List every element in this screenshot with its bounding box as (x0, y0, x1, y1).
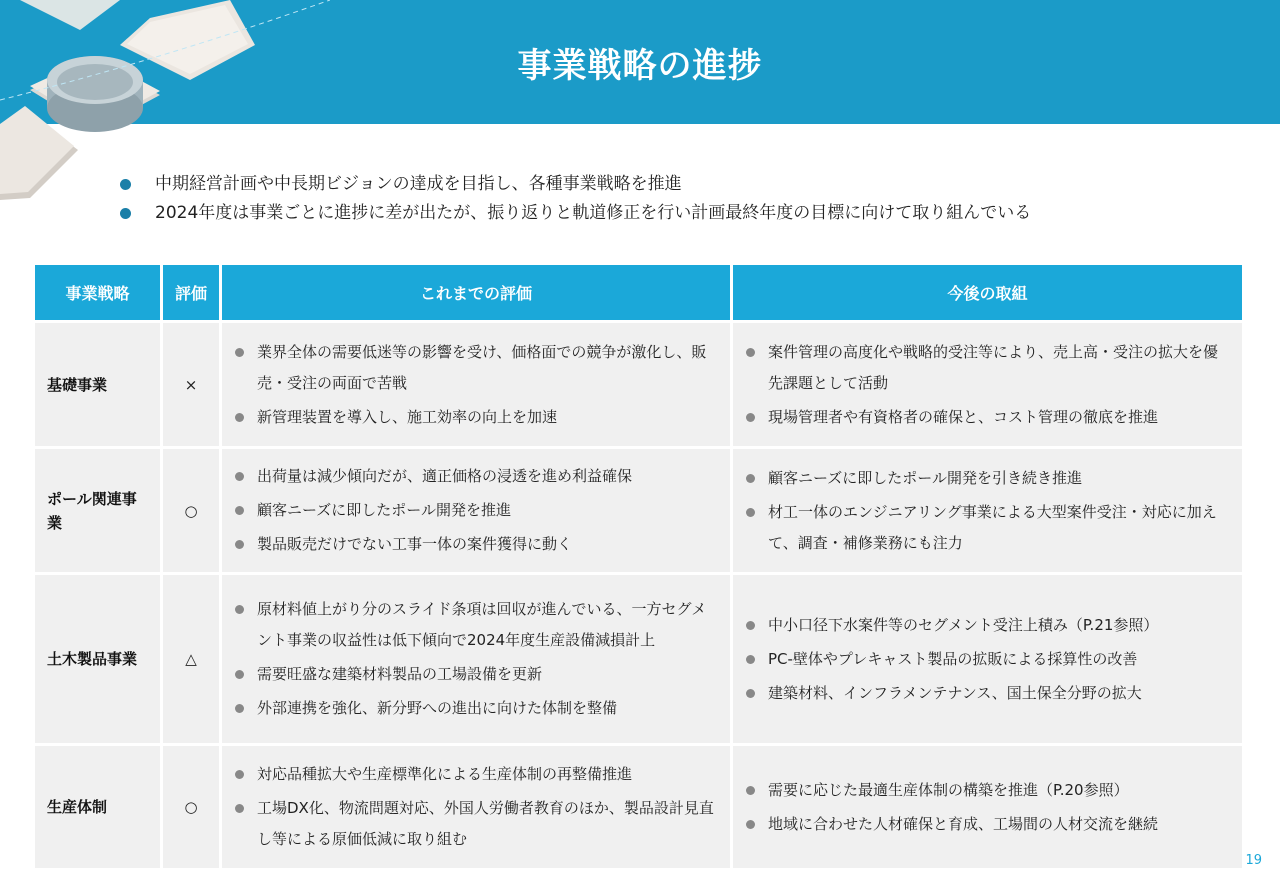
header-future-initiatives: 今後の取組 (733, 265, 1242, 320)
summary-bullet (120, 199, 1031, 228)
rating-mark: ○ (163, 746, 219, 868)
summary-text: 2024年度は事業ごとに進捗に差が出たが、振り返りと軌道修正を行い計画最終年度の目標に向けて取り組んでいる (155, 203, 1032, 223)
future-initiatives-cell (733, 323, 1242, 446)
table-row (35, 746, 1242, 868)
table-row (35, 323, 1242, 446)
list-item: 顧客ニーズに即したポール開発を引き続き推進 (746, 463, 1231, 494)
bullet-dot-icon (120, 208, 131, 219)
strategy-name (35, 449, 160, 572)
list-item: 中小口径下水案件等のセグメント受注上積み（P.21参照） (746, 610, 1231, 641)
past-evaluation-cell (222, 746, 730, 868)
list-item: 現場管理者や有資格者の確保と、コスト管理の徹底を推進 (746, 402, 1231, 433)
table-header-row (35, 265, 1242, 320)
page-number: 19 (1245, 853, 1262, 868)
list-item: 材工一体のエンジニアリング事業による大型案件受注・対応に加えて、調査・補修業務にも注力 (746, 497, 1231, 559)
list-item: PC-壁体やプレキャスト製品の拡販による採算性の改善 (746, 644, 1231, 675)
rating-mark: △ (163, 575, 219, 743)
page-title: 事業戦略の進捗 (517, 46, 763, 86)
header-past-evaluation: これまでの評価 (222, 265, 730, 320)
rating-mark: × (163, 323, 219, 446)
strategy-name-text: 土木製品事業 (47, 650, 138, 668)
strategy-progress-table (32, 262, 1245, 871)
future-initiatives-cell (733, 449, 1242, 572)
strategy-name (35, 575, 160, 743)
list-item: 製品販売だけでない工事一体の案件獲得に動く (235, 529, 719, 560)
future-initiatives-cell (733, 575, 1242, 743)
list-item: 案件管理の高度化や戦略的受注等により、売上高・受注の拡大を優先課題として活動 (746, 337, 1231, 399)
list-item: 需要に応じた最適生産体制の構築を推進（P.20参照） (746, 775, 1231, 806)
list-item: 出荷量は減少傾向だが、適正価格の浸透を進め利益確保 (235, 461, 719, 492)
header-rating: 評価 (163, 265, 219, 320)
list-item: 建築材料、インフラメンテナンス、国土保全分野の拡大 (746, 678, 1231, 709)
strategy-name-text: ポール関連事業 (47, 489, 137, 532)
table-row (35, 449, 1242, 572)
future-initiatives-cell (733, 746, 1242, 868)
summary-bullets (120, 170, 1031, 228)
strategy-name: 生産体制 (35, 746, 160, 868)
past-evaluation-cell (222, 323, 730, 446)
list-item: 新管理装置を導入し、施工効率の向上を加速 (235, 402, 719, 433)
past-evaluation-cell (222, 449, 730, 572)
header-banner (0, 0, 1280, 124)
rating-mark: ○ (163, 449, 219, 572)
list-item: 地域に合わせた人材確保と育成、工場間の人材交流を継続 (746, 809, 1231, 840)
past-evaluation-cell (222, 575, 730, 743)
list-item: 需要旺盛な建築材料製品の工場設備を更新 (235, 659, 719, 690)
strategy-name: 基礎事業 (35, 323, 160, 446)
list-item: 業界全体の需要低迷等の影響を受け、価格面での競争が激化し、販売・受注の両面で苦戦 (235, 337, 719, 399)
list-item: 顧客ニーズに即したポール開発を推進 (235, 495, 719, 526)
summary-bullet (120, 170, 1031, 199)
header-strategy: 事業戦略 (35, 265, 160, 320)
list-item: 外部連携を強化、新分野への進出に向けた体制を整備 (235, 693, 719, 724)
list-item: 工場DX化、物流問題対応、外国人労働者教育のほか、製品設計見直し等による原価低減に取り組む (235, 793, 719, 855)
list-item: 原材料値上がり分のスライド条項は回収が進んでいる、一方セグメント事業の収益性は低下傾向で2024年度生産設備減損計上 (235, 594, 719, 656)
bullet-dot-icon (120, 179, 131, 190)
summary-text: 中期経営計画や中長期ビジョンの達成を目指し、各種事業戦略を推進 (155, 174, 682, 194)
table-row (35, 575, 1242, 743)
list-item: 対応品種拡大や生産標準化による生産体制の再整備推進 (235, 759, 719, 790)
